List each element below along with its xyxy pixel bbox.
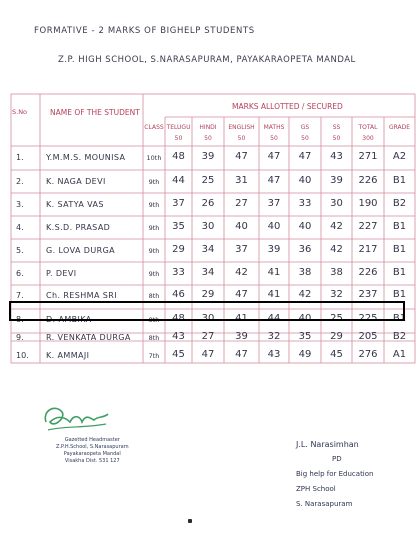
cell-english: 37 — [235, 244, 248, 255]
column-header: CLASS — [144, 124, 164, 131]
cell-english: 47 — [235, 349, 248, 360]
cell-telugu: 46 — [172, 289, 185, 300]
cell-ss: 42 — [330, 221, 343, 232]
cell-class: 9th — [148, 224, 160, 232]
cell-maths: 40 — [267, 221, 281, 232]
cell-maths: 37 — [267, 198, 281, 209]
cell-gs: 40 — [298, 175, 312, 186]
cell-gs: 33 — [298, 198, 312, 209]
signature-line: Big help for Education — [296, 470, 374, 478]
cell-ss: 42 — [330, 244, 343, 255]
cell-class: 9th — [148, 178, 160, 186]
signature-name: J.L. Narasimhan — [296, 440, 359, 449]
cell-telugu: 29 — [172, 244, 185, 255]
cell-class: 8th — [148, 334, 160, 342]
cell-ss: 45 — [330, 349, 343, 360]
column-max-marks: 50 — [301, 135, 309, 142]
cell-maths: 32 — [267, 331, 281, 342]
cell-grade: B1 — [392, 175, 407, 186]
pd-signature-block — [296, 437, 373, 512]
cell-class: 9th — [148, 201, 160, 209]
column-max-marks: 50 — [270, 135, 278, 142]
cell-ss: 25 — [330, 313, 343, 324]
cell-maths: 43 — [267, 349, 281, 360]
cell-gs: 42 — [298, 289, 312, 300]
table-row — [0, 347, 420, 365]
highlighted-row-box — [9, 301, 405, 321]
cell-ss: 43 — [330, 151, 343, 162]
cell-total: 271 — [358, 151, 378, 162]
table-row — [0, 219, 420, 237]
column-header: HINDI — [199, 124, 217, 131]
cell-ss: 30 — [330, 198, 343, 209]
cell-telugu: 45 — [172, 349, 185, 360]
student-name: Y.M.M.S. MOUNISA — [46, 153, 126, 162]
cell-hindi: 25 — [201, 175, 215, 186]
cell-hindi: 30 — [201, 221, 215, 232]
cell-grade: B2 — [392, 198, 407, 209]
cell-ss: 38 — [330, 267, 343, 278]
cell-grade: A2 — [392, 151, 407, 162]
cell-class: 8th — [148, 316, 160, 324]
cell-grade: B1 — [392, 267, 407, 278]
cell-telugu: 37 — [172, 198, 185, 209]
cell-telugu: 44 — [172, 175, 185, 186]
signature-line: PD — [332, 455, 342, 463]
cell-hindi: 39 — [201, 151, 215, 162]
headmaster-signature-icon — [40, 400, 112, 438]
row-sno: 2. — [16, 177, 24, 186]
cell-english: 47 — [235, 151, 248, 162]
row-sno: 1. — [16, 153, 24, 162]
cell-gs: 35 — [298, 331, 312, 342]
cell-total: 225 — [358, 313, 378, 324]
student-name: K. AMMAJI — [46, 351, 90, 360]
cell-total: 217 — [358, 244, 378, 255]
stamp-line: Payakaraopeta Mandal — [63, 451, 121, 457]
cell-gs: 47 — [298, 151, 312, 162]
cell-grade: B1 — [392, 313, 407, 324]
school-name: Z.P. HIGH SCHOOL, S.NARASAPURAM, PAYAKARAOPETA MANDAL — [58, 55, 356, 65]
student-name: K. NAGA DEVI — [46, 177, 106, 186]
cell-english: 31 — [235, 175, 248, 186]
student-name: G. LOVA DURGA — [46, 246, 116, 255]
cell-ss: 39 — [330, 175, 343, 186]
column-header: ENGLISH — [228, 124, 255, 131]
sno-header: S.No — [12, 108, 28, 116]
column-max-marks: 50 — [174, 135, 183, 142]
cell-total: 190 — [358, 198, 378, 209]
cell-maths: 47 — [267, 175, 281, 186]
cell-gs: 40 — [298, 313, 312, 324]
cell-telugu: 35 — [172, 221, 185, 232]
column-header: SS — [332, 124, 341, 131]
cell-class: 7th — [148, 352, 160, 360]
cell-ss: 32 — [330, 289, 343, 300]
row-sno: 10. — [16, 351, 29, 360]
table-row — [0, 196, 420, 214]
marks-header: MARKS ALLOTTED / SECURED — [232, 102, 343, 111]
table-row — [0, 265, 420, 283]
cell-maths: 41 — [267, 267, 281, 278]
student-name: K.S.D. PRASAD — [46, 223, 111, 232]
cell-hindi: 30 — [201, 313, 215, 324]
stamp-line: Gazetted Headmaster — [64, 437, 120, 443]
cell-gs: 36 — [298, 244, 312, 255]
cell-maths: 39 — [267, 244, 281, 255]
column-header: TOTAL — [358, 124, 378, 131]
cell-total: 276 — [358, 349, 378, 360]
cell-class: 9th — [148, 247, 160, 255]
column-header: TELUGU — [166, 124, 191, 131]
cell-maths: 44 — [267, 313, 281, 324]
cell-grade: A1 — [392, 349, 407, 360]
student-name: K. SATYA VAS — [46, 200, 104, 209]
signature-line: S. Narasapuram — [296, 500, 353, 508]
cell-hindi: 47 — [201, 349, 215, 360]
cell-gs: 38 — [298, 267, 312, 278]
cell-hindi: 26 — [201, 198, 215, 209]
cell-total: 205 — [358, 331, 378, 342]
row-sno: 6. — [16, 269, 24, 278]
row-sno: 9. — [16, 333, 24, 342]
table-row — [0, 149, 420, 167]
cell-english: 42 — [235, 267, 248, 278]
cell-grade: B1 — [392, 221, 407, 232]
column-header: GS — [300, 124, 310, 131]
cell-grade: B2 — [392, 331, 407, 342]
cell-class: 9th — [148, 270, 160, 278]
column-max-marks: 50 — [204, 135, 212, 142]
table-row — [0, 242, 420, 260]
row-sno: 3. — [16, 200, 24, 209]
cell-total: 237 — [358, 289, 378, 300]
cell-hindi: 34 — [201, 244, 215, 255]
column-max-marks: 50 — [332, 135, 341, 142]
column-max-marks: 50 — [237, 135, 246, 142]
cell-telugu: 33 — [172, 267, 185, 278]
cell-class: 10th — [146, 154, 162, 162]
cell-grade: B1 — [392, 289, 407, 300]
signature-line: ZPH School — [296, 485, 336, 493]
column-max-marks: 300 — [362, 135, 374, 142]
student-name: D. AMBIKA — [46, 315, 92, 324]
stamp-line: Z.P.H.School, S.Narasapuram — [56, 444, 129, 450]
cell-english: 40 — [235, 221, 248, 232]
cell-class: 8th — [148, 292, 160, 300]
cell-english: 41 — [235, 313, 248, 324]
school-stamp — [56, 437, 129, 465]
cell-telugu: 48 — [172, 313, 185, 324]
cell-total: 226 — [358, 267, 378, 278]
row-sno: 8. — [16, 315, 24, 324]
row-sno: 7. — [16, 291, 24, 300]
stamp-line: Visakha Dist. 531 127 — [64, 458, 120, 464]
cell-ss: 29 — [330, 331, 343, 342]
table-row — [0, 173, 420, 191]
column-header: GRADE — [388, 124, 411, 131]
cell-telugu: 43 — [172, 331, 185, 342]
student-name: P. DEVI — [46, 269, 77, 278]
cell-hindi: 34 — [201, 267, 215, 278]
cell-gs: 49 — [298, 349, 312, 360]
row-sno: 4. — [16, 223, 24, 232]
row-sno: 5. — [16, 246, 24, 255]
cell-english: 27 — [235, 198, 248, 209]
page-mark — [188, 519, 192, 523]
table-row — [0, 329, 420, 347]
cell-english: 47 — [235, 289, 248, 300]
name-header: NAME OF THE STUDENT — [50, 108, 140, 117]
cell-hindi: 29 — [201, 289, 215, 300]
student-name: R. VENKATA DURGA — [46, 333, 131, 342]
cell-hindi: 27 — [201, 331, 215, 342]
cell-telugu: 48 — [172, 151, 185, 162]
cell-grade: B1 — [392, 244, 407, 255]
cell-gs: 40 — [298, 221, 312, 232]
document-title: FORMATIVE - 2 MARKS OF BIGHELP STUDENTS — [34, 26, 255, 36]
cell-english: 39 — [235, 331, 248, 342]
cell-total: 227 — [358, 221, 378, 232]
cell-total: 226 — [358, 175, 378, 186]
student-name: Ch. RESHMA SRI — [46, 291, 117, 300]
cell-maths: 47 — [267, 151, 281, 162]
cell-maths: 41 — [267, 289, 281, 300]
column-header: MATHS — [263, 124, 285, 131]
